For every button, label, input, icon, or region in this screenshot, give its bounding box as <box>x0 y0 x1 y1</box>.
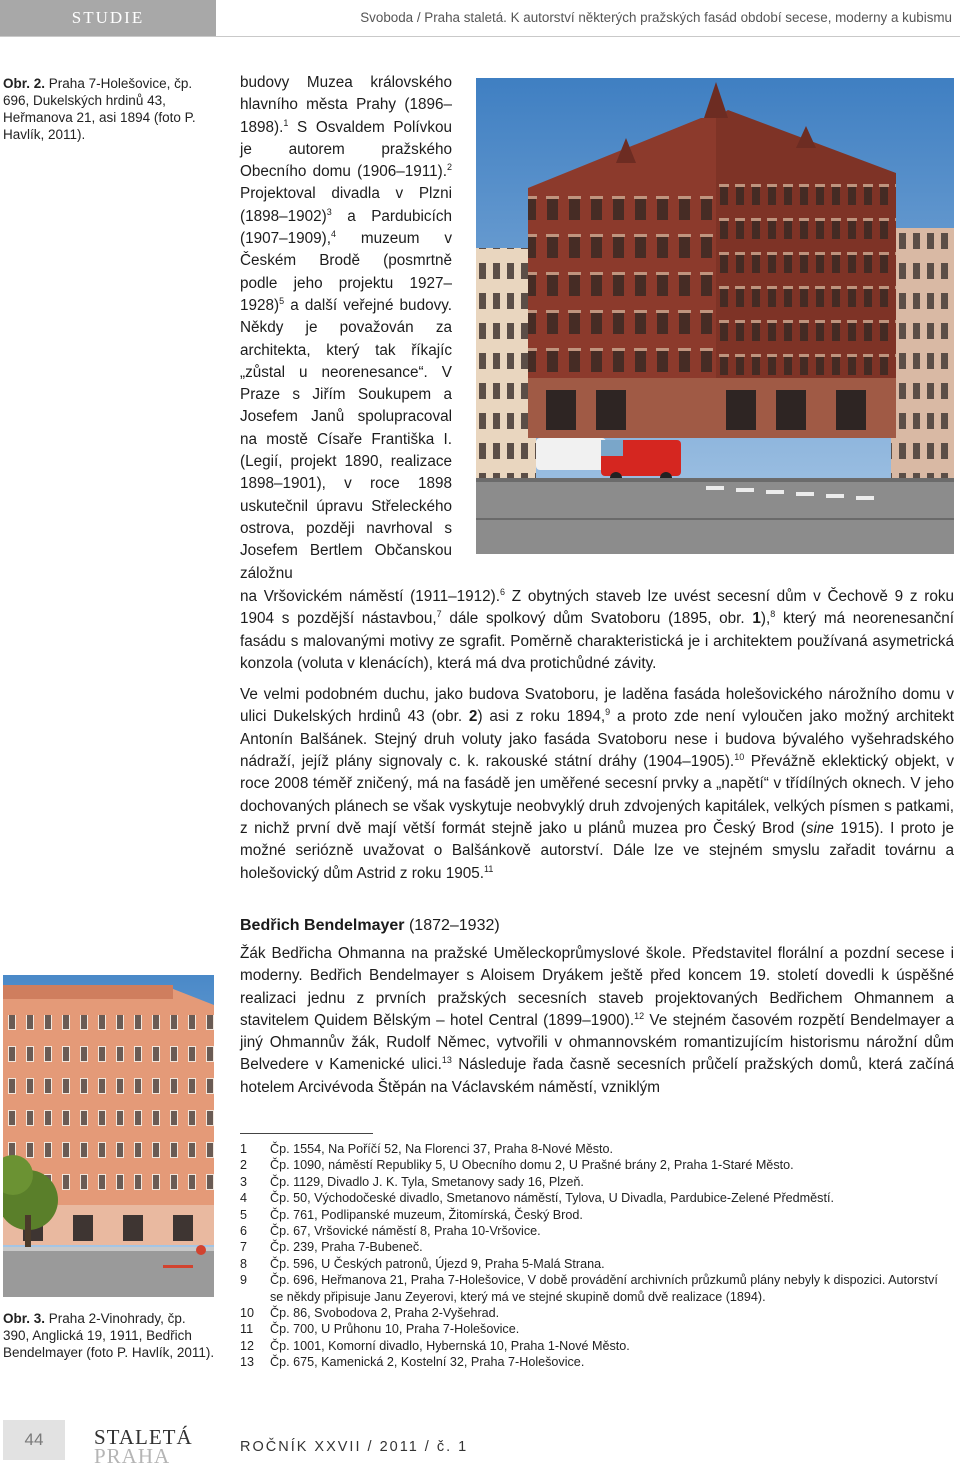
emphasis: sine <box>805 819 834 837</box>
text-run: budovy Muzea královského hlavního města Prahy (1896–1898). <box>240 74 452 136</box>
footnote-number: 5 <box>240 1207 248 1222</box>
paragraph <box>240 684 954 885</box>
footnote-item <box>240 1256 954 1272</box>
footnote-number: 10 <box>240 1306 255 1321</box>
text-run: muzeum v Českém Brodě (posmrtně podle jeho projektu 1927–1928) <box>240 230 452 314</box>
footnote-number: 11 <box>240 1322 254 1337</box>
footnote-item <box>240 1354 954 1370</box>
text-run: Ve velmi podobném duchu, jako budova Svatoboru, je laděna fasáda holešovického nárožního domu v ulici Dukelských hrdinů 43 (obr. <box>240 686 954 726</box>
text-run: který má neorenesanční fasádu s malovanými motivy ze sgrafit. Poměrně charakteristická je i architektem používaná asymetrická konzola (voluta v klenácích), která má dva protichůdné závity. <box>240 610 955 672</box>
footnote-text: Čp. 675, Kamenická 2, Kostelní 32, Praha 7-Holešovice. <box>270 1355 585 1370</box>
text-run: dále spolkový dům Svatoboru (1895, obr. <box>441 610 753 628</box>
footnote-item <box>240 1174 954 1190</box>
footnote-text: Čp. 86, Svobodova 2, Praha 2-Vyšehrad. <box>270 1306 500 1321</box>
footnote-text: Čp. 239, Praha 7-Bubeneč. <box>270 1240 423 1255</box>
footnote-ref: 1 <box>283 117 289 128</box>
text-run: ) asi z roku 1894, <box>477 708 606 726</box>
footnote-item <box>240 1207 954 1223</box>
footnote-text: Čp. 1129, Divadlo J. K. Tyla, Smetanovy sady 16, Plzeň. <box>270 1174 584 1189</box>
architect-dates: (1872–1932) <box>404 917 500 934</box>
footnote-ref: 6 <box>499 587 505 597</box>
footnote-text: Čp. 1090, náměstí Republiky 5, U Obecního domu 2, U Prašné brány 2, Praha 1-Staré Město. <box>270 1158 794 1173</box>
text-run: na Vršovickém náměstí (1911–1912). <box>240 588 500 605</box>
footnote-text: Čp. 67, Vršovické náměstí 8, Praha 10-Vršovice. <box>270 1224 541 1239</box>
running-title: Svoboda / Praha staletá. K autorství některých pražských fasád období secese, moderny a kubismu <box>360 10 952 25</box>
figure-2-text: Praha 7-Holešovice, čp. 696, Dukelských hrdinů 43, Heřmanova 21, asi 1894 (foto P. Havlík, 2011). <box>3 76 196 142</box>
running-header <box>0 0 960 36</box>
section-label: STUDIE <box>0 0 216 36</box>
figure-2-label: Obr. 2. <box>3 76 46 91</box>
footnote-ref: 10 <box>734 752 745 763</box>
text-run: Ve stejném časovém rozpětí Bendelmayer a jiný Ohmannův žák, Rudolf Němec, vytvořili v ohmannovském romantizujícím historismu nárožní dům Belvedere v Kamenické ulici. <box>240 1011 954 1074</box>
figure-ref: 2 <box>468 708 478 726</box>
text-run: S Osvaldem Polívkou je autorem pražského Obecního domu (1906–1911). <box>240 118 452 181</box>
figure-ref: 1 <box>752 610 761 628</box>
footnote-item <box>240 1141 954 1157</box>
footnote-ref: 9 <box>605 707 611 718</box>
section-heading <box>240 914 500 938</box>
footnote-ref: 2 <box>446 162 452 173</box>
text-run: Žák Bedřicha Ohmanna na pražské Uměleckoprůmyslové škole. Představitel florální a pozdní secese i moderny. Bedřich Bendelmayer s Aloisem Dryákem ještě před koncem 19. století dovedli k úspěšné realizaci jednu z prvních pražských secesních staveb projektovaných Bedřichem Ohmannem a stavitelem Quidem Bělským – hotel Central (1899–1900). <box>240 945 954 1029</box>
building-photo-fig3 <box>3 975 214 1297</box>
text-run: a další veřejné budovy. Někdy je považován za architekta, který tak říkajíc „zůstal u neorenesance“. V Praze s Jiřím Soukupem a Josefem Janů spolupracoval na mostě Císaře Františka I. (Legií, projekt 1890, realizace 1898–1901), v roce 1898 uskutečnil úpravu Střeleckého ostrova, později navrhoval s Josefem Bertlem Občanskou záložnu <box>240 296 452 582</box>
footnote-text: Čp. 761, Podlipanské muzeum, Žitomírská, Český Brod. <box>270 1207 583 1222</box>
figure-2-caption <box>3 75 215 143</box>
footnote-ref: 8 <box>770 609 776 620</box>
footnote-number: 2 <box>240 1158 248 1173</box>
narrow-text-column <box>240 72 452 585</box>
footnote-number: 6 <box>240 1224 248 1239</box>
wide-text-column <box>240 586 954 885</box>
footnote-number: 9 <box>240 1273 248 1288</box>
footnote-number: 13 <box>240 1355 255 1370</box>
logo-line-2: PRAHA <box>94 1444 171 1468</box>
text-run: Z obytných staveb lze uvést secesní dům v Čechově 9 z roku 1904 s pozdější nástavbou, <box>240 588 954 628</box>
footnote-number: 1 <box>240 1142 248 1156</box>
footnote-item <box>240 1305 954 1321</box>
header-divider <box>0 36 960 37</box>
figure-3-text: Praha 2-Vinohrady, čp. 390, Anglická 19, 1911, Bedřich Bendelmayer (foto P. Havlík, 2011). <box>3 1311 215 1360</box>
issue-label: ROČNÍK XXVII / 2011 / č. 1 <box>240 1439 469 1455</box>
narrow-paragraph <box>240 72 452 585</box>
text-run: Následuje řada časně secesních průčelí pražských domů, která začíná hotelem Arcivévoda Štěpán na Václavském náměstí, vzniklým <box>240 1056 954 1096</box>
footnote-item <box>240 1157 954 1173</box>
text-run: a proto zde není vyloučen jako možný architekt Antonín Balšánek. Stejný druh voluty jako fasáda Svatoboru nese i budova bývalého vyšehradského nádraží, jejíž plány signovaly c. k. rakouské státní dráhy (1904–1905). <box>240 708 954 771</box>
footnote-ref: 13 <box>441 1055 452 1066</box>
page-number: 44 <box>3 1420 65 1460</box>
figure-3-caption <box>3 1310 215 1361</box>
text-run: Převážně eklektický objekt, v roce 2008 téměř zničený, má na fasádě jen uměřené secesní prvky a „napětí“ v třídílných oknech. V jeho dochovaných plánech se však vyskytuje neobvyklý druh zdvojených kapitálek, velkých písmen s patkami, z nichž první dvě mají větší formát stejně jako u plánů muzea pro Český Brod ( <box>240 753 954 837</box>
footnote-number: 4 <box>240 1191 248 1206</box>
footnote-text: Čp. 696, Heřmanova 21, Praha 7-Holešovice, V době provádění archivních průzkumů plány nebyly k dispozici. Autorství se někdy připisuje Janu Zeyerovi, který má ve stejné skupině domů dvě realizace (1894). <box>270 1273 938 1304</box>
footnote-text: Čp. 1554, Na Poříčí 52, Na Florenci 37, Praha 8-Nové Město. <box>270 1142 613 1156</box>
footnote-ref: 7 <box>436 609 442 620</box>
footnote-item <box>240 1190 954 1206</box>
paragraph <box>240 586 954 675</box>
text-run: ), <box>760 610 771 628</box>
footnote-ref: 4 <box>331 229 337 240</box>
footnotes <box>240 1141 954 1371</box>
text-run: Projektoval divadla v Plzni (1898–1902) <box>240 185 452 225</box>
section-body <box>240 943 954 1099</box>
paragraph <box>240 943 954 1099</box>
footnote-item <box>240 1338 954 1354</box>
footnote-text: Čp. 596, U Českých patronů, Újezd 9, Praha 5-Malá Strana. <box>270 1256 605 1271</box>
text-run: 1915). I proto je možné seriózně uvažovat o Balšánkově autorství. Dále lze ve stejném smyslu zařadit továrnu a holešovický dům Astrid z roku 1905. <box>240 819 954 882</box>
footnote-text: Čp. 50, Východočeské divadlo, Smetanovo náměstí, Tylova, U Divadla, Pardubice-Zelené Předměstí. <box>270 1191 834 1206</box>
footnote-ref: 12 <box>634 1010 645 1021</box>
footnote-number: 7 <box>240 1240 248 1255</box>
footnote-divider <box>240 1133 373 1134</box>
footnote-number: 8 <box>240 1256 248 1271</box>
footnote-ref: 5 <box>279 295 285 306</box>
text-run: a Pardubicích (1907–1909), <box>240 207 452 248</box>
footnote-text: Čp. 700, U Průhonu 10, Praha 7-Holešovice. <box>270 1322 520 1337</box>
footnote-item <box>240 1223 954 1239</box>
footnote-item <box>240 1321 954 1337</box>
footnote-number: 3 <box>240 1174 248 1189</box>
footnote-number: 12 <box>240 1338 255 1353</box>
figure-3-label: Obr. 3. <box>3 1311 46 1326</box>
building-photo-fig2 <box>476 78 954 554</box>
footnote-item <box>240 1272 954 1305</box>
architect-name: Bedřich Bendelmayer <box>240 917 405 934</box>
logo-line-1: STALETÁ <box>94 1425 193 1449</box>
footnote-item <box>240 1239 954 1255</box>
footnote-ref: 11 <box>484 863 494 874</box>
footnote-text: Čp. 1001, Komorní divadlo, Hybernská 10, Praha 1-Nové Město. <box>270 1338 630 1353</box>
footnote-ref: 3 <box>326 206 332 217</box>
journal-logo <box>94 1426 224 1466</box>
